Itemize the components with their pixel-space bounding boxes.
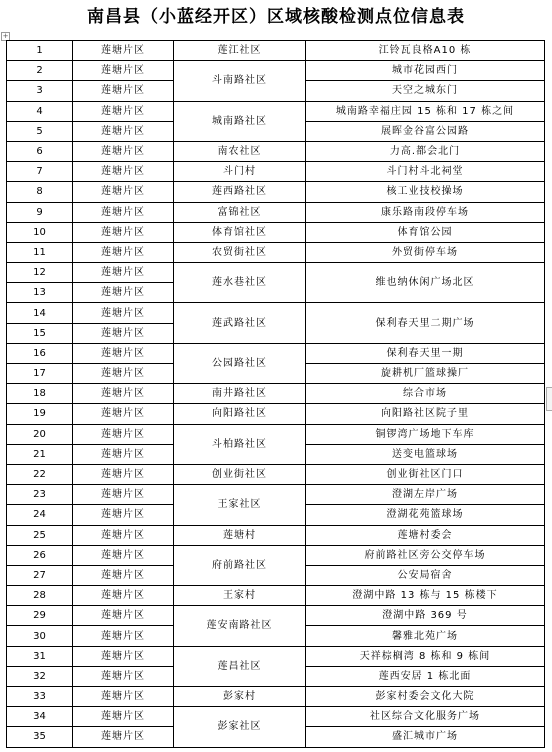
row-number-cell: 15 — [7, 323, 73, 343]
table-row — [7, 222, 545, 242]
row-number-cell: 8 — [7, 182, 73, 202]
table-row — [7, 464, 545, 484]
community-cell: 莲水巷社区 — [174, 263, 306, 303]
site-cell: 澄湖花苑篮球场 — [306, 505, 545, 525]
side-scroll-tab[interactable] — [546, 387, 552, 411]
area-cell: 莲塘片区 — [73, 565, 174, 585]
site-cell: 保利春天里二期广场 — [306, 303, 545, 343]
site-cell: 社区综合文化服务广场 — [306, 707, 545, 727]
row-number-cell: 26 — [7, 545, 73, 565]
row-number-cell: 17 — [7, 364, 73, 384]
area-cell: 莲塘片区 — [73, 626, 174, 646]
area-cell: 莲塘片区 — [73, 81, 174, 101]
row-number-cell: 28 — [7, 586, 73, 606]
site-cell: 力高.都会北门 — [306, 141, 545, 161]
area-cell: 莲塘片区 — [73, 162, 174, 182]
site-cell: 城南路幸福庄园 15 栋和 17 栋之间 — [306, 101, 545, 121]
site-cell: 城市花园西门 — [306, 61, 545, 81]
site-cell: 体育馆公园 — [306, 222, 545, 242]
area-cell: 莲塘片区 — [73, 222, 174, 242]
site-cell: 府前路社区旁公交停车场 — [306, 545, 545, 565]
site-cell: 铜锣湾广场地下车库 — [306, 424, 545, 444]
site-cell: 核工业技校操场 — [306, 182, 545, 202]
row-number-cell: 23 — [7, 485, 73, 505]
site-cell: 送变电篮球场 — [306, 444, 545, 464]
area-cell: 莲塘片区 — [73, 101, 174, 121]
site-cell: 向阳路社区院子里 — [306, 404, 545, 424]
table-row — [7, 343, 545, 363]
site-cell: 斗门村斗北祠堂 — [306, 162, 545, 182]
row-number-cell: 24 — [7, 505, 73, 525]
table-row — [7, 707, 545, 727]
community-cell: 府前路社区 — [174, 545, 306, 585]
community-cell: 南农社区 — [174, 141, 306, 161]
site-cell: 天祥棕榈湾 8 栋和 9 栋间 — [306, 646, 545, 666]
row-number-cell: 11 — [7, 242, 73, 262]
community-cell: 莲塘村 — [174, 525, 306, 545]
area-cell: 莲塘片区 — [73, 505, 174, 525]
area-cell: 莲塘片区 — [73, 303, 174, 323]
row-number-cell: 31 — [7, 646, 73, 666]
area-cell: 莲塘片区 — [73, 464, 174, 484]
site-cell: 澄湖中路 13 栋与 15 栋楼下 — [306, 586, 545, 606]
area-cell: 莲塘片区 — [73, 444, 174, 464]
area-cell: 莲塘片区 — [73, 545, 174, 565]
table-row — [7, 687, 545, 707]
community-cell: 南井路社区 — [174, 384, 306, 404]
table-row — [7, 303, 545, 323]
row-number-cell: 35 — [7, 727, 73, 747]
area-cell: 莲塘片区 — [73, 384, 174, 404]
table-row — [7, 485, 545, 505]
table-row — [7, 586, 545, 606]
community-cell: 王家村 — [174, 586, 306, 606]
community-cell: 彭家社区 — [174, 707, 306, 747]
table-row — [7, 606, 545, 626]
area-cell: 莲塘片区 — [73, 283, 174, 303]
area-cell: 莲塘片区 — [73, 485, 174, 505]
area-cell: 莲塘片区 — [73, 242, 174, 262]
row-number-cell: 1 — [7, 41, 73, 61]
row-number-cell: 32 — [7, 666, 73, 686]
row-number-cell: 33 — [7, 687, 73, 707]
site-cell: 莲塘村委会 — [306, 525, 545, 545]
table-row — [7, 263, 545, 283]
community-cell: 公园路社区 — [174, 343, 306, 383]
site-cell: 江铃瓦良格A10 栋 — [306, 41, 545, 61]
site-cell: 馨雅北苑广场 — [306, 626, 545, 646]
site-cell: 康乐路南段停车场 — [306, 202, 545, 222]
site-cell: 公安局宿舍 — [306, 565, 545, 585]
community-cell: 斗柏路社区 — [174, 424, 306, 464]
table-row — [7, 101, 545, 121]
community-cell: 莲昌社区 — [174, 646, 306, 686]
community-cell: 向阳路社区 — [174, 404, 306, 424]
page-title: 南昌县（小蓝经开区）区域核酸检测点位信息表 — [87, 7, 465, 27]
test-site-table — [6, 40, 545, 748]
row-number-cell: 18 — [7, 384, 73, 404]
row-number-cell: 7 — [7, 162, 73, 182]
site-cell: 创业街社区门口 — [306, 464, 545, 484]
site-cell: 盛汇城市广场 — [306, 727, 545, 747]
site-cell: 保利春天里一期 — [306, 343, 545, 363]
table-row — [7, 202, 545, 222]
row-number-cell: 25 — [7, 525, 73, 545]
table-row — [7, 404, 545, 424]
table-row — [7, 646, 545, 666]
area-cell: 莲塘片区 — [73, 707, 174, 727]
area-cell: 莲塘片区 — [73, 202, 174, 222]
site-cell: 展晖金谷富公园路 — [306, 121, 545, 141]
area-cell: 莲塘片区 — [73, 404, 174, 424]
area-cell: 莲塘片区 — [73, 364, 174, 384]
community-cell: 城南路社区 — [174, 101, 306, 141]
row-number-cell: 20 — [7, 424, 73, 444]
table-row — [7, 162, 545, 182]
site-cell: 维也纳休闲广场北区 — [306, 263, 545, 303]
row-number-cell: 27 — [7, 565, 73, 585]
table-row — [7, 61, 545, 81]
community-cell: 创业街社区 — [174, 464, 306, 484]
area-cell: 莲塘片区 — [73, 323, 174, 343]
table-row — [7, 384, 545, 404]
community-cell: 富锦社区 — [174, 202, 306, 222]
row-number-cell: 2 — [7, 61, 73, 81]
table-row — [7, 41, 545, 61]
row-number-cell: 3 — [7, 81, 73, 101]
area-cell: 莲塘片区 — [73, 727, 174, 747]
community-cell: 王家社区 — [174, 485, 306, 525]
community-cell: 农贸街社区 — [174, 242, 306, 262]
site-cell: 旋耕机厂篮球操厂 — [306, 364, 545, 384]
row-number-cell: 19 — [7, 404, 73, 424]
community-cell: 莲江社区 — [174, 41, 306, 61]
row-number-cell: 9 — [7, 202, 73, 222]
site-cell: 天空之城东门 — [306, 81, 545, 101]
table-move-handle-icon[interactable]: + — [2, 32, 9, 40]
community-cell: 体育馆社区 — [174, 222, 306, 242]
table-row — [7, 141, 545, 161]
area-cell: 莲塘片区 — [73, 606, 174, 626]
site-cell: 外贸街停车场 — [306, 242, 545, 262]
row-number-cell: 13 — [7, 283, 73, 303]
site-cell: 彭家村委会文化大院 — [306, 687, 545, 707]
community-cell: 彭家村 — [174, 687, 306, 707]
row-number-cell: 5 — [7, 121, 73, 141]
area-cell: 莲塘片区 — [73, 424, 174, 444]
area-cell: 莲塘片区 — [73, 263, 174, 283]
row-number-cell: 4 — [7, 101, 73, 121]
community-cell: 斗南路社区 — [174, 61, 306, 101]
table-row — [7, 424, 545, 444]
row-number-cell: 16 — [7, 343, 73, 363]
row-number-cell: 30 — [7, 626, 73, 646]
area-cell: 莲塘片区 — [73, 525, 174, 545]
community-cell: 斗门村 — [174, 162, 306, 182]
row-number-cell: 12 — [7, 263, 73, 283]
area-cell: 莲塘片区 — [73, 182, 174, 202]
area-cell: 莲塘片区 — [73, 121, 174, 141]
row-number-cell: 22 — [7, 464, 73, 484]
area-cell: 莲塘片区 — [73, 141, 174, 161]
area-cell: 莲塘片区 — [73, 687, 174, 707]
area-cell: 莲塘片区 — [73, 646, 174, 666]
row-number-cell: 21 — [7, 444, 73, 464]
table-row — [7, 182, 545, 202]
table-row — [7, 545, 545, 565]
site-cell: 澄湖中路 369 号 — [306, 606, 545, 626]
table-row — [7, 525, 545, 545]
row-number-cell: 34 — [7, 707, 73, 727]
row-number-cell: 6 — [7, 141, 73, 161]
site-cell: 综合市场 — [306, 384, 545, 404]
area-cell: 莲塘片区 — [73, 586, 174, 606]
row-number-cell: 10 — [7, 222, 73, 242]
area-cell: 莲塘片区 — [73, 61, 174, 81]
area-cell: 莲塘片区 — [73, 343, 174, 363]
row-number-cell: 29 — [7, 606, 73, 626]
table-row — [7, 242, 545, 262]
area-cell: 莲塘片区 — [73, 41, 174, 61]
table-body — [7, 41, 545, 748]
community-cell: 莲西路社区 — [174, 182, 306, 202]
site-cell: 澄湖左岸广场 — [306, 485, 545, 505]
area-cell: 莲塘片区 — [73, 666, 174, 686]
site-cell: 莲西安居 1 栋北面 — [306, 666, 545, 686]
community-cell: 莲武路社区 — [174, 303, 306, 343]
community-cell: 莲安南路社区 — [174, 606, 306, 646]
row-number-cell: 14 — [7, 303, 73, 323]
